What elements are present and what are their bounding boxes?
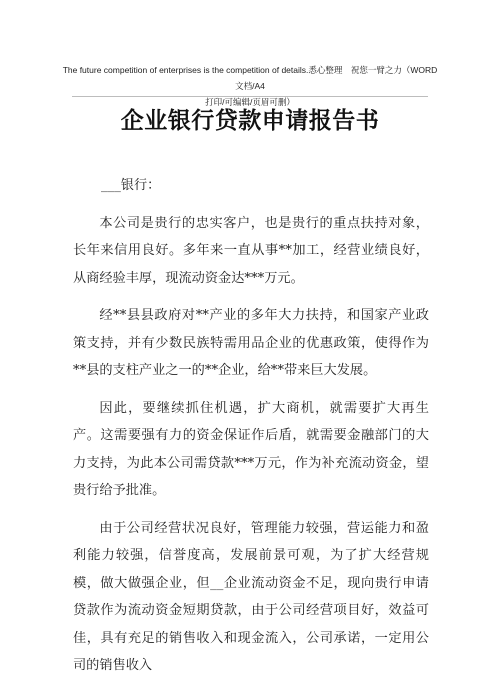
body-paragraph-3: 因此，要继续抓住机遇，扩大商机，就需要扩大再生产。这需要强有力的资金保证作后盾，就需要金融部门的大力支持，为此本公司需贷款***万元，作为补充流动资金，望贵行给予批准。 <box>73 400 429 498</box>
body-paragraph-1: 本公司是贵行的忠实客户，也是贵行的重点扶持对象，长年来信用良好。多年来一直从事**加工，经营业绩良好，从商经验丰厚，现流动资金达***万元。 <box>73 215 429 286</box>
addressee-line: ___银行： <box>101 178 161 193</box>
document-body <box>73 172 429 690</box>
body-paragraph-4: 由于公司经营状况良好，管理能力较强，营运能力和盈利能力较强，信誉度高，发展前景可观，为了扩大经营规模，做大做强企业，但__企业流动资金不足，现向贵行申请贷款作为流动资金短期贷款，由于公司经营项目好，效益可佳，具有充足的销售收入和现金流入，公司承诺，一定用公司的销售收入 <box>73 520 429 673</box>
header-line-1: The future competition of enterprises is the competition of details.悉心整理 祝您一臂之力（WORD 文档/A4 <box>62 65 438 91</box>
document-title: 企业银行贷款申请报告书 <box>120 107 380 134</box>
header-divider <box>72 96 428 97</box>
body-paragraph-2: 经**县县政府对**产业的多年大力扶持，和国家产业政策支持，并有少数民族特需用品企业的优惠政策，使得作为**县的支柱产业之一的**企业，给**带来巨大发展。 <box>73 308 429 378</box>
header-line-2: 打印/可编辑/页眉可删） <box>205 97 295 107</box>
